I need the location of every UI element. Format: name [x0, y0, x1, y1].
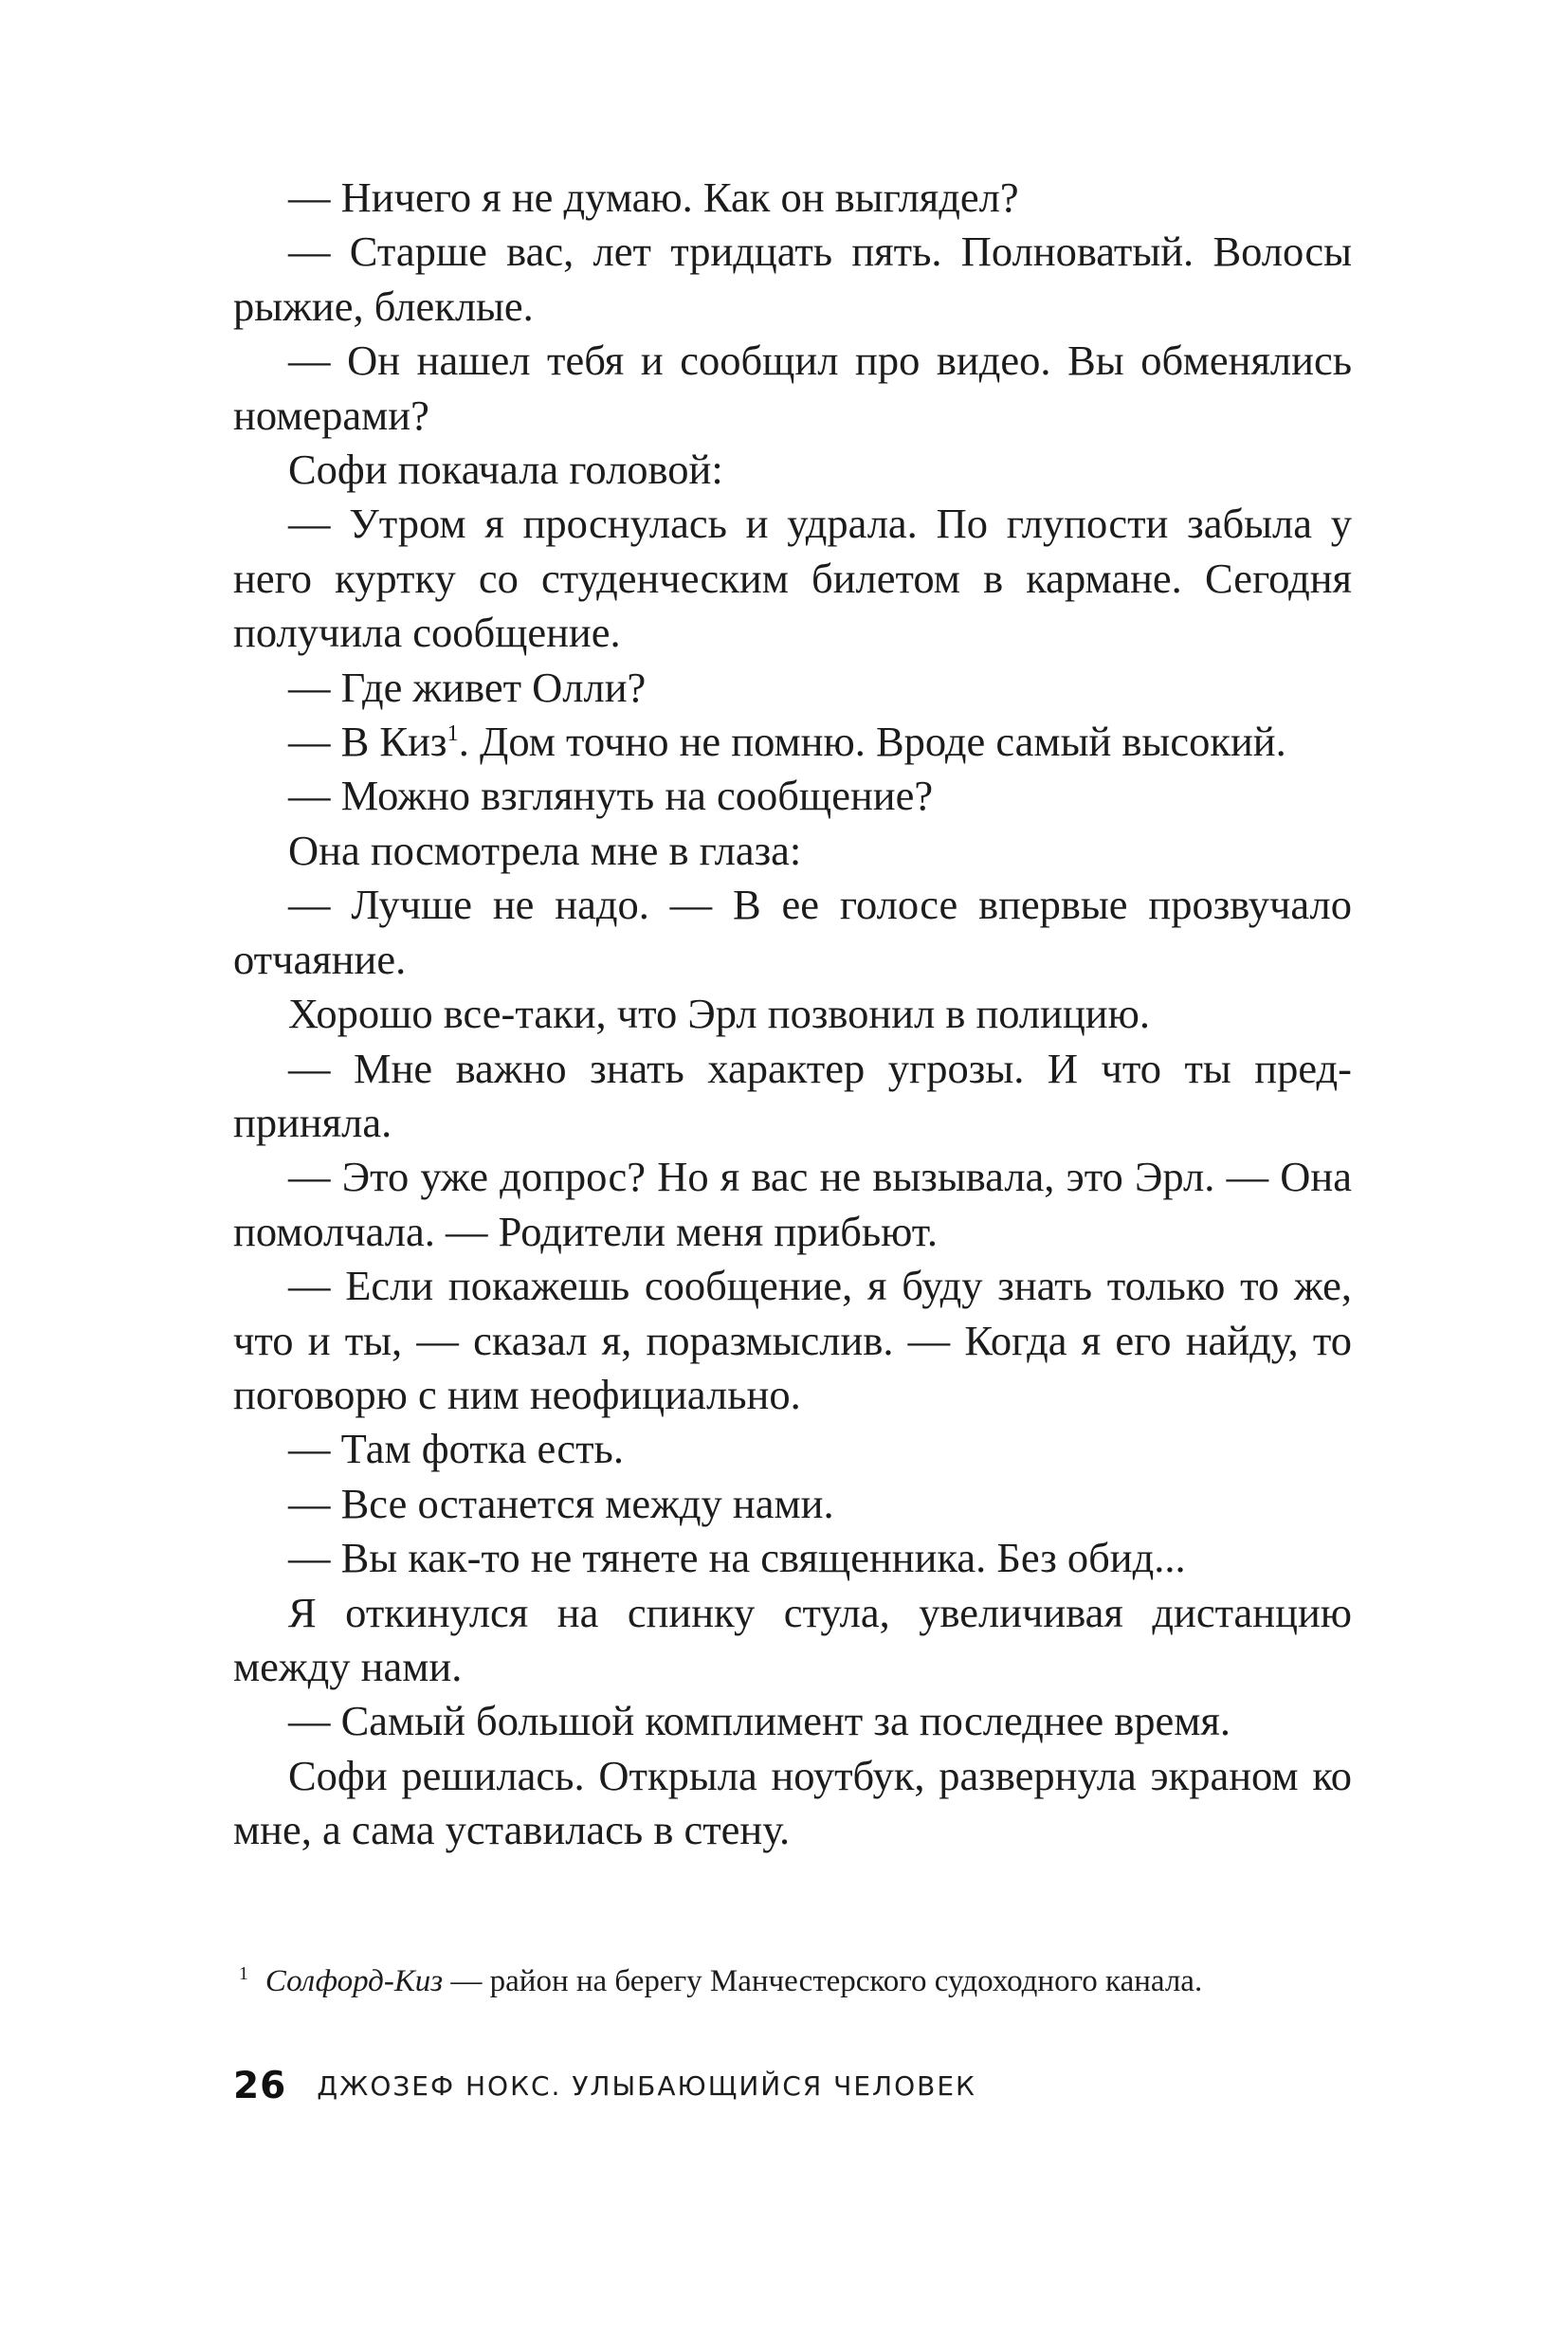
running-footer: [233, 2057, 1352, 2114]
paragraph: — Утром я проснулась и удрала. По глупости забыла у него куртку со студенческим билетом в кармане. Сегодня получила сообщение.: [233, 500, 1352, 657]
footnote-reference: 1: [447, 720, 459, 747]
paragraph-text: . Дом точно не помню. Вроде самый высокий.: [458, 718, 1286, 766]
paragraph: — Самый большой комплимент за последнее время.: [288, 1697, 1231, 1745]
body-text: [233, 171, 1352, 1858]
paragraph: Она посмотрела мне в глаза:: [288, 826, 802, 874]
paragraph: — Лучше не надо. — В ее голосе впервые прозвучало отчаяние.: [233, 881, 1352, 983]
paragraph-with-footnote: [233, 715, 1352, 769]
footnote-text: — район на берегу Манчестерского судоходного канала.: [443, 1964, 1203, 1998]
paragraph: Софи покачала головой:: [288, 446, 723, 494]
paragraph: — Он нашел тебя и сообщил про видео. Вы обменялись номерами?: [233, 337, 1352, 439]
paragraph: — Можно взглянуть на сообщение?: [288, 772, 934, 820]
paragraph: — Старше вас, лет тридцать пять. Полноватый. Волосы рыжие, блеклые.: [233, 228, 1352, 330]
paragraph: — Это уже допрос? Но я вас не вызывала, это Эрл. — Она помолчала. — Родители меня прибьют.: [233, 1153, 1352, 1255]
paragraph: Я откинулся на спинку стула, увеличивая дистанцию между нами.: [233, 1588, 1352, 1690]
book-author-title: ДЖОЗЕФ НОКС. УЛЫБАЮЩИЙСЯ ЧЕЛОВЕК: [317, 2069, 976, 2102]
page-number: 26: [233, 2064, 287, 2107]
footnote: [233, 1962, 1352, 2000]
paragraph-text: — В Киз: [288, 718, 447, 766]
paragraph: — Вы как-то не тянете на священника. Без обид...: [288, 1534, 1186, 1582]
paragraph: — Где живет Олли?: [288, 663, 647, 711]
paragraph: Софи решилась. Открыла ноутбук, развернула экраном ко мне, а сама уставилась в стену.: [233, 1751, 1352, 1854]
paragraph: — Все останется между нами.: [288, 1479, 834, 1527]
paragraph: — Там фотка есть.: [288, 1425, 624, 1473]
paragraph: Хорошо все-таки, что Эрл позвонил в полицию.: [288, 990, 1150, 1038]
paragraph: — Если покажешь сообщение, я буду знать только то же, что и ты, — сказал я, поразмыслив. — Когда я его найду, то поговорю с ним неофициально.: [233, 1262, 1352, 1418]
footnote-term: Солфорд-Киз: [264, 1964, 444, 1998]
paragraph: — Мне важно знать характер угрозы. И что ты предприняла.: [233, 1044, 1352, 1146]
footnote-mark: 1: [239, 1963, 248, 1984]
paragraph: — Ничего я не думаю. Как он выглядел?: [288, 173, 1019, 221]
